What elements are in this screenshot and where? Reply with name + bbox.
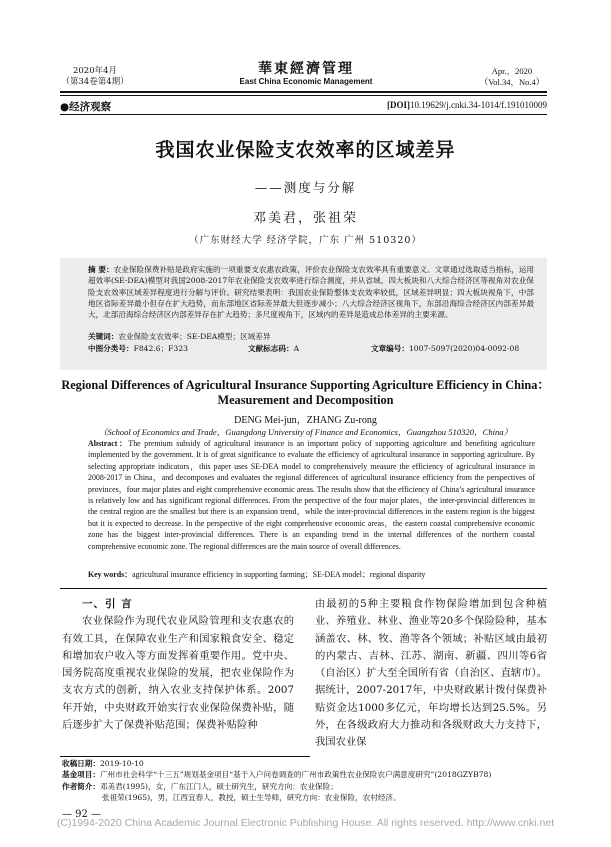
header-issue-zh: （第34卷第4期）	[61, 77, 129, 87]
page-number: — 92 —	[62, 809, 102, 820]
intro-heading: 一、引 言	[82, 598, 133, 610]
fund-text: 广州市社会科学“十三五”规划基金项目“基于入户问卷调查的广州市政策性农业保险农户满意度研究”(2018GZYB78)	[99, 770, 492, 780]
article-no-group	[371, 343, 519, 354]
abstract-en	[88, 438, 535, 552]
header-rule-thick	[60, 91, 547, 93]
header-issue-en: （Vol.34，No.4）	[479, 77, 545, 87]
article-no-label: 文章编号：	[371, 344, 409, 353]
footnote-rule	[60, 756, 310, 757]
abstract-zh-label: 摘 要：	[88, 265, 114, 274]
abstract-zh	[88, 264, 534, 320]
doc-code-label: 文献标志码：	[248, 344, 294, 353]
intro-paragraph-2: 由最初的5种主要粮食作物保险增加到包含种植业、养殖业、林业、渔业等20多个保险险种，基本涵盖农、林、牧、渔等各个领域；补贴区域由最初的内蒙古、吉林、江苏、湖南、新疆、四川等6省（自治区）扩大至全国所有省（自治区、直辖市）。据统计，2007-2017年，中央财政累计拨付保费补贴资金达1000多亿元，年均增长达到25.5%。另外，在各级政府大力推动和各级财政大力支持下，我国农业保	[315, 598, 547, 749]
keywords-en	[88, 569, 535, 580]
author-line-1	[62, 781, 547, 792]
article-subtitle: ——测度与分解	[254, 180, 357, 195]
received-date: 2019-10-10	[99, 759, 144, 768]
author-bio-label: 作者简介：	[62, 781, 100, 791]
body-column-right	[315, 596, 547, 752]
abstract-rule	[60, 588, 547, 589]
doc-code-group	[248, 343, 299, 354]
header-rule-thin	[60, 95, 547, 96]
section-label: ●经济观察	[60, 101, 112, 113]
abstract-zh-text: 农业保险保费补贴是政府实施的一项重要支农惠农政策，评价农业保险支农效率具有重要意义。文章通过选取适当指标，运用超效率(SE-DEA)模型对我国2008-2017年农业保险支农效率进行综合测度，并从省域、四大板块和八大综合经济区等视角对农业保险支农效率区域差异程度进行分解与评价。研究结果表明：我国农业保险整体支农效率较低，区域差异明显；四大板块视角下，中部地区省际差异最小但存在扩大趋势，而东部地区省际差异最大但逐步减小；八大综合经济区视角下，东部沿海综合经济区内部差异最大，北部沿海综合经济区内部差异存在扩大趋势；多尺度视角下，区域内的差异是造成总体差异的主要来源。	[88, 265, 534, 320]
section-rule	[60, 114, 547, 115]
clc-value: F842.6；F323	[133, 344, 188, 353]
author-line-2	[62, 792, 547, 803]
clc-group	[88, 343, 188, 354]
received-label: 收稿日期：	[62, 759, 100, 768]
article-affiliation: （广东财经大学 经济学院，广东 广州 510320）	[189, 235, 422, 246]
abstract-en-text: The premium subsidy of agricultural insurance is an important policy of supporting agriculture and benefiting agriculture implemented by the government. It is of great significance to evaluate the efficiency of agricultural insurance in supporting agriculture. By selecting appropriate indicators，this paper uses SE-DEA model to comprehensively measure the efficiency of agricultural insurance in 2008-2017 in China，and decomposes and evaluates the regional differences of agricultural insurance efficiency from the perspectives of provinces，four major plates and eight comprehensive economic areas. The results show that the efficiency of China’s agricultural insurance is relatively low and has significant regional differences. From the perspective of the four major plates，the inter-provincial differences in the central region are the smallest but there is an expansion trend，while the inter-provincial differences in the eastern region is the biggest but it is expected to decrease. In the perspective of the eight comprehensive economic areas，the eastern coastal comprehensive economic zone has the biggest inter-provincial differences. There is an expanding trend in the internal differences of the northern coastal comprehensive economic zone. The regional differences are the main source of overall differences.	[88, 439, 535, 551]
keywords-en-label: Key words：	[88, 570, 133, 579]
clc-label: 中图分类号：	[88, 344, 134, 353]
doi-line	[387, 100, 547, 110]
header-journal	[200, 62, 412, 87]
doc-code-value: A	[293, 344, 300, 353]
article-no-value: 1007-5097(2020)04-0092-08	[408, 344, 520, 353]
article-title-en: Regional Differences of Agricultural Insurance Supporting Agriculture Efficiency in China：Measurement and Decomposition	[61, 378, 550, 407]
doi-value[interactable]: 10.19629/j.cnki.34-1014/f.191010009	[410, 100, 547, 110]
keywords-en-text: agricultural insurance efficiency in supporting farming；SE-DEA model；regional disparity	[132, 570, 426, 579]
body-column-left	[62, 596, 294, 734]
intro-paragraph-1: 农业保险作为现代农业风险管理和支农惠农的有效工具，在保障农业生产和国家粮食安全、稳定和增加农户收入等方面发挥着重要作用。党中央、国务院高度重视农业保险的发展，把农业保险作为支农方式的创新，纳入农业支持保护体系。2007年开始，中央财政开始实行农业保险保费补贴，随后逐步扩大了保费补贴范围；保费补贴险种	[62, 615, 294, 732]
article-authors-en: DENG Mei-jun，ZHANG Zu-rong	[234, 415, 377, 426]
header-right	[477, 66, 547, 88]
journal-name-zh: 華東經濟管理	[258, 61, 354, 77]
article-affiliation-en: （School of Economics and Trade，Guangdong University of Finance and Economics，Guangzhou 510320，China）	[98, 427, 513, 437]
header-date-zh: 2020年4月	[72, 66, 118, 76]
received-line	[62, 758, 547, 769]
author-bio-2: 张祖荣(1965)，男，江西宜春人，教授，硕士生导师，研究方向：农业保险，农村经济。	[102, 792, 401, 802]
article-authors: 邓美君，张祖荣	[252, 211, 358, 226]
header-left	[60, 66, 130, 88]
header-date-en: Apr.，2020	[491, 66, 533, 76]
fund-line	[62, 769, 547, 780]
footnotes	[62, 758, 547, 803]
fund-label: 基金项目：	[62, 770, 100, 780]
keywords-zh	[88, 331, 534, 342]
copyright-notice: (C)1994-2020 China Academic Journal Electronic Publishing House. All rights reserved. http://www.cnki.net	[56, 817, 555, 829]
journal-name-en: East China Economic Management	[239, 77, 373, 86]
keywords-zh-text: 农业保险支农效率；SE-DEA模型；区域差异	[118, 332, 271, 341]
abstract-en-label: Abstract：	[88, 439, 129, 448]
keywords-zh-label: 关键词：	[88, 332, 119, 341]
doi-label: [DOI]	[387, 100, 410, 110]
author-bio-1: 邓美君(1995)，女，广东江门人，硕士研究生，研究方向：农业保险；	[99, 781, 338, 791]
article-title: 我国农业保险支农效率的区域差异	[155, 139, 456, 161]
